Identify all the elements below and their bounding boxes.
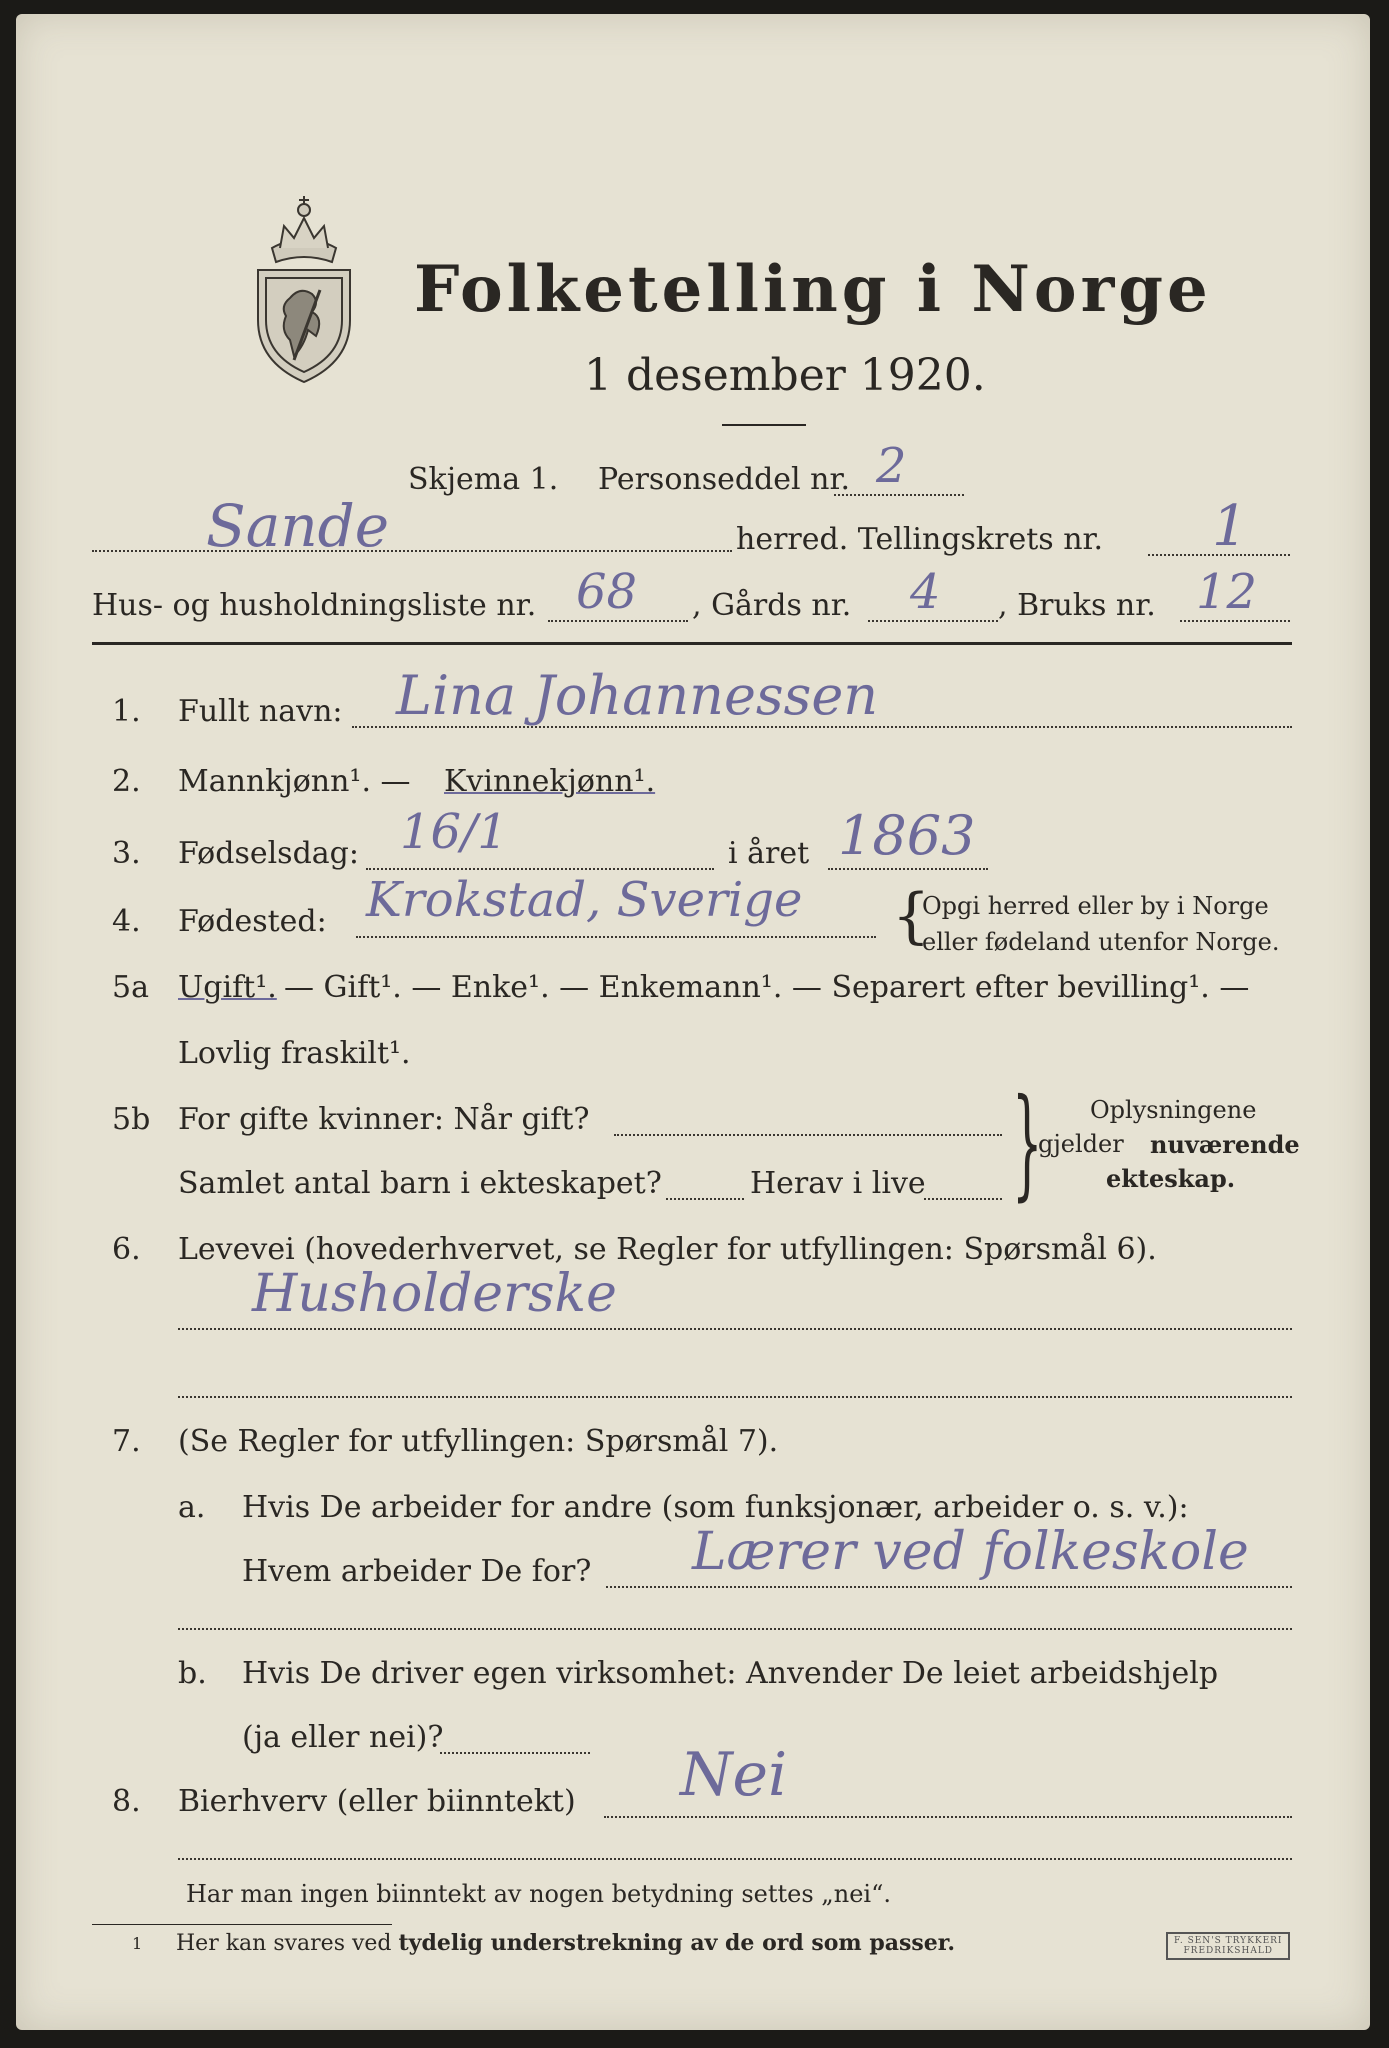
gards-field-line <box>868 620 998 622</box>
hus-label: Hus- og husholdningsliste nr. <box>92 588 537 623</box>
footnote-text-bold: tydelig understrekning av de ord som passer. <box>398 1930 956 1956</box>
q3-field-line <box>366 868 714 870</box>
herred-value[interactable]: Sande <box>206 492 390 560</box>
q3-number: 3. <box>112 836 141 871</box>
footnote-mark: 1 <box>132 1934 143 1953</box>
q3-year-label: i året <box>728 836 810 871</box>
q5a-number: 5a <box>112 970 149 1005</box>
q5b-alive-field-line <box>924 1198 1002 1200</box>
q5b-note-line2a: gjelder <box>1038 1130 1124 1158</box>
q7b-line2: (ja eller nei)? <box>242 1720 444 1755</box>
q7a-line2: Hvem arbeider De for? <box>242 1554 592 1589</box>
footnote-divider <box>92 1924 392 1925</box>
q4-label: Fødested: <box>178 904 327 939</box>
q6-label: Levevei (hovederhvervet, se Regler for utfyllingen: Spørsmål 6). <box>178 1232 1157 1267</box>
q5b-number: 5b <box>112 1102 151 1137</box>
q4-note-brace: { <box>892 881 931 951</box>
personseddel-value[interactable]: 2 <box>876 438 907 494</box>
q2-number: 2. <box>112 764 141 799</box>
printer-stamp-line2: FREDRIKSHALD <box>1183 1946 1274 1956</box>
personseddel-field-line <box>834 494 964 496</box>
q8-value[interactable]: Nei <box>680 1740 788 1810</box>
q1-number: 1. <box>112 694 141 729</box>
title-divider <box>722 424 806 426</box>
q5b-alive-label: Herav i live <box>750 1166 926 1201</box>
herred-label: herred. Tellingskrets nr. <box>736 522 1104 557</box>
gards-value[interactable]: 4 <box>910 564 941 620</box>
printer-stamp-line1: F. SEN'S TRYKKERI <box>1174 1936 1283 1946</box>
q7-number: 7. <box>112 1424 141 1459</box>
q5b-note-line2b: nuværende <box>1150 1130 1300 1159</box>
q3-label: Fødselsdag: <box>178 836 359 871</box>
header-divider <box>92 642 1292 645</box>
q6-field-line-1 <box>178 1328 1292 1330</box>
q5b-children-field-line <box>666 1198 744 1200</box>
q7a-value[interactable]: Lærer ved folkeskole <box>692 1522 1249 1582</box>
form-title: Folketelling i Norge <box>414 252 1212 327</box>
q7-label: (Se Regler for utfyllingen: Spørsmål 7). <box>178 1424 779 1459</box>
gards-label: , Gårds nr. <box>692 588 852 623</box>
bruks-field-line <box>1180 620 1290 622</box>
q3-value[interactable]: 16/1 <box>400 804 508 860</box>
q7a-letter: a. <box>178 1490 206 1525</box>
census-date: 1 desember 1920. <box>584 350 986 401</box>
schema-label: Skjema 1. <box>408 462 559 497</box>
q8-field-line-2 <box>178 1858 1292 1860</box>
hus-value[interactable]: 68 <box>576 564 638 620</box>
q7a-field-line-2 <box>178 1628 1292 1630</box>
q4-field-line <box>356 936 876 938</box>
q7a-field-line <box>606 1586 1292 1588</box>
printer-stamp <box>1166 1932 1290 1960</box>
q5b-married-label: For gifte kvinner: Når gift? <box>178 1102 590 1137</box>
q5b-children-label: Samlet antal barn i ekteskapet? <box>178 1166 662 1201</box>
footnote-text <box>176 1930 955 1956</box>
hus-field-line <box>548 620 688 622</box>
q4-number: 4. <box>112 904 141 939</box>
q8-field-line <box>604 1816 1292 1818</box>
q4-note-line2: eller fødeland utenfor Norge. <box>922 928 1280 956</box>
footnote-text-pre: Her kan svares ved <box>176 1931 392 1956</box>
q5a-options: — Gift¹. — Enke¹. — Enkemann¹. — Separert efter bevilling¹. — <box>284 970 1250 1005</box>
q3-year-value[interactable]: 1863 <box>838 804 976 867</box>
q2-female[interactable]: Kvinnekjønn¹. <box>444 764 656 799</box>
q8-number: 8. <box>112 1784 141 1819</box>
q6-field-line-2 <box>178 1396 1292 1398</box>
q7b-letter: b. <box>178 1656 207 1691</box>
q7a-line1: Hvis De arbeider for andre (som funksjonær, arbeider o. s. v.): <box>242 1490 1189 1525</box>
herred-field-line <box>92 550 732 552</box>
norway-coat-of-arms-icon <box>250 190 358 386</box>
q5a-options-line2: Lovlig fraskilt¹. <box>178 1036 411 1071</box>
q5b-note-line1: Oplysningene <box>1090 1096 1257 1124</box>
q7b-field-line <box>440 1752 590 1754</box>
q4-note-line1: Opgi herred eller by i Norge <box>922 892 1269 920</box>
tellingskrets-value[interactable]: 1 <box>1212 494 1248 559</box>
bruks-label: , Bruks nr. <box>998 588 1156 623</box>
q1-label: Fullt navn: <box>178 694 343 729</box>
q5b-married-field-line <box>614 1134 1002 1136</box>
q6-number: 6. <box>112 1232 141 1267</box>
census-form <box>16 14 1370 2030</box>
q5b-note-line3: ekteskap. <box>1106 1164 1236 1193</box>
q4-value[interactable]: Krokstad, Sverige <box>366 872 803 928</box>
q5a-ugift[interactable]: Ugift¹. <box>178 970 277 1005</box>
q7b-line1: Hvis De driver egen virksomhet: Anvender De leiet arbeidshjelp <box>242 1656 1219 1691</box>
q1-value[interactable]: Lina Johannessen <box>396 664 879 727</box>
q5b-note-brace: } <box>1012 1074 1043 1213</box>
q8-note: Har man ingen biinntekt av nogen betydning settes „nei“. <box>186 1880 891 1908</box>
bruks-value[interactable]: 12 <box>1196 564 1258 620</box>
q3-year-field-line <box>828 868 988 870</box>
q2-male: Mannkjønn¹. — <box>178 764 411 799</box>
q6-value[interactable]: Husholderske <box>252 1264 617 1324</box>
q8-label: Bierhverv (eller biinntekt) <box>178 1784 576 1819</box>
personseddel-label: Personseddel nr. <box>598 462 851 497</box>
